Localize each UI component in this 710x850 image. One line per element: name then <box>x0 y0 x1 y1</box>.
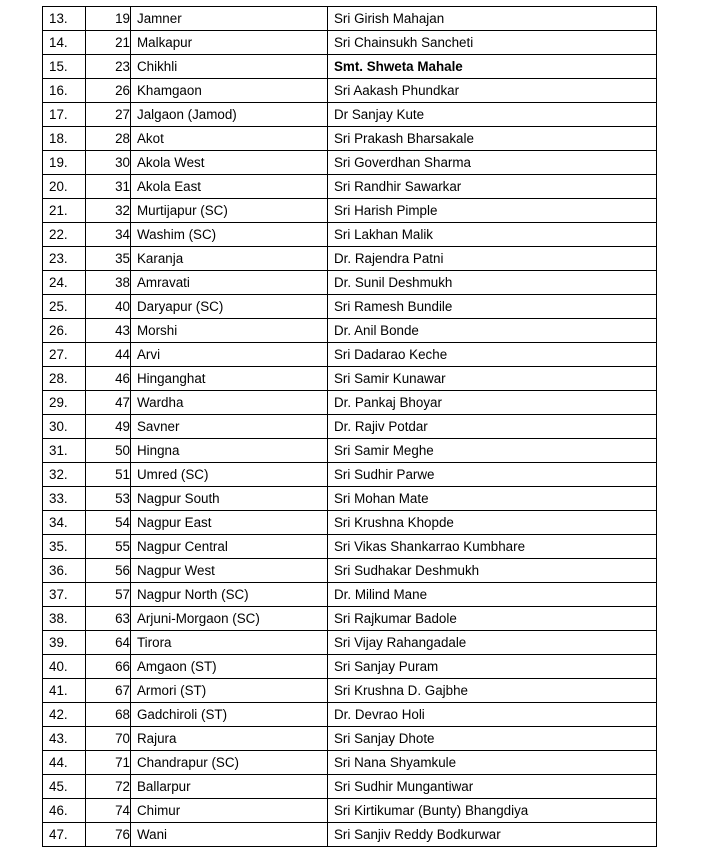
serial-number-cell: 19. <box>43 151 86 175</box>
constituency-number-cell: 44 <box>86 343 131 367</box>
constituency-name-cell: Savner <box>131 415 328 439</box>
candidate-name-cell: Sri Kirtikumar (Bunty) Bhangdiya <box>328 799 657 823</box>
table-row <box>43 127 657 151</box>
constituency-number-cell: 74 <box>86 799 131 823</box>
table-row <box>43 391 657 415</box>
constituency-number-cell: 40 <box>86 295 131 319</box>
constituency-name-cell: Jamner <box>131 7 328 31</box>
table-row <box>43 415 657 439</box>
table-row <box>43 775 657 799</box>
table-row <box>43 175 657 199</box>
constituency-number-cell: 64 <box>86 631 131 655</box>
serial-number-cell: 24. <box>43 271 86 295</box>
serial-number-cell: 20. <box>43 175 86 199</box>
constituency-number-cell: 32 <box>86 199 131 223</box>
constituency-number-cell: 28 <box>86 127 131 151</box>
candidate-name-cell: Sri Sanjiv Reddy Bodkurwar <box>328 823 657 847</box>
constituency-number-cell: 51 <box>86 463 131 487</box>
candidate-name-cell: Sri Sudhir Parwe <box>328 463 657 487</box>
serial-number-cell: 40. <box>43 655 86 679</box>
constituency-number-cell: 66 <box>86 655 131 679</box>
constituency-number-cell: 43 <box>86 319 131 343</box>
constituency-name-cell: Hinganghat <box>131 367 328 391</box>
candidate-name-cell: Sri Girish Mahajan <box>328 7 657 31</box>
serial-number-cell: 30. <box>43 415 86 439</box>
constituency-name-cell: Arvi <box>131 343 328 367</box>
table-row <box>43 31 657 55</box>
constituency-name-cell: Nagpur West <box>131 559 328 583</box>
table-row <box>43 511 657 535</box>
serial-number-cell: 22. <box>43 223 86 247</box>
candidate-name-cell: Sri Samir Meghe <box>328 439 657 463</box>
constituency-name-cell: Malkapur <box>131 31 328 55</box>
constituency-number-cell: 63 <box>86 607 131 631</box>
candidate-name-cell: Sri Ramesh Bundile <box>328 295 657 319</box>
serial-number-cell: 44. <box>43 751 86 775</box>
table-row <box>43 727 657 751</box>
constituency-number-cell: 67 <box>86 679 131 703</box>
table-row <box>43 367 657 391</box>
table-row <box>43 79 657 103</box>
constituency-number-cell: 76 <box>86 823 131 847</box>
constituency-name-cell: Wardha <box>131 391 328 415</box>
table-row <box>43 343 657 367</box>
candidate-name-cell: Dr. Rajendra Patni <box>328 247 657 271</box>
constituency-number-cell: 55 <box>86 535 131 559</box>
constituency-name-cell: Morshi <box>131 319 328 343</box>
constituency-number-cell: 49 <box>86 415 131 439</box>
table-row <box>43 823 657 847</box>
constituency-name-cell: Hingna <box>131 439 328 463</box>
serial-number-cell: 23. <box>43 247 86 271</box>
constituency-name-cell: Chandrapur (SC) <box>131 751 328 775</box>
serial-number-cell: 34. <box>43 511 86 535</box>
candidate-name-cell: Sri Sanjay Dhote <box>328 727 657 751</box>
constituency-number-cell: 46 <box>86 367 131 391</box>
serial-number-cell: 28. <box>43 367 86 391</box>
constituency-number-cell: 50 <box>86 439 131 463</box>
serial-number-cell: 14. <box>43 31 86 55</box>
candidate-name-cell: Dr. Milind Mane <box>328 583 657 607</box>
constituency-number-cell: 35 <box>86 247 131 271</box>
table-row <box>43 199 657 223</box>
constituency-name-cell: Chimur <box>131 799 328 823</box>
constituency-name-cell: Nagpur Central <box>131 535 328 559</box>
serial-number-cell: 41. <box>43 679 86 703</box>
candidate-name-cell: Sri Lakhan Malik <box>328 223 657 247</box>
constituency-number-cell: 19 <box>86 7 131 31</box>
candidate-name-cell: Sri Nana Shyamkule <box>328 751 657 775</box>
candidate-name-cell: Dr. Rajiv Potdar <box>328 415 657 439</box>
table-row <box>43 607 657 631</box>
table-row <box>43 679 657 703</box>
candidate-name-cell: Sri Dadarao Keche <box>328 343 657 367</box>
constituency-number-cell: 38 <box>86 271 131 295</box>
candidate-name-cell: Dr. Pankaj Bhoyar <box>328 391 657 415</box>
constituency-number-cell: 57 <box>86 583 131 607</box>
constituency-number-cell: 26 <box>86 79 131 103</box>
serial-number-cell: 16. <box>43 79 86 103</box>
serial-number-cell: 46. <box>43 799 86 823</box>
candidate-name-cell: Sri Goverdhan Sharma <box>328 151 657 175</box>
constituency-name-cell: Nagpur South <box>131 487 328 511</box>
serial-number-cell: 13. <box>43 7 86 31</box>
constituency-number-cell: 56 <box>86 559 131 583</box>
constituency-name-cell: Armori (ST) <box>131 679 328 703</box>
constituency-name-cell: Nagpur East <box>131 511 328 535</box>
constituency-number-cell: 53 <box>86 487 131 511</box>
serial-number-cell: 18. <box>43 127 86 151</box>
constituency-number-cell: 71 <box>86 751 131 775</box>
table-row <box>43 559 657 583</box>
serial-number-cell: 25. <box>43 295 86 319</box>
constituency-name-cell: Chikhli <box>131 55 328 79</box>
candidate-name-cell: Sri Randhir Sawarkar <box>328 175 657 199</box>
constituency-name-cell: Khamgaon <box>131 79 328 103</box>
constituency-name-cell: Arjuni-Morgaon (SC) <box>131 607 328 631</box>
constituency-name-cell: Akola West <box>131 151 328 175</box>
table-row <box>43 319 657 343</box>
constituency-name-cell: Washim (SC) <box>131 223 328 247</box>
candidate-name-cell: Smt. Shweta Mahale <box>328 55 657 79</box>
constituency-name-cell: Rajura <box>131 727 328 751</box>
candidate-name-cell: Sri Krushna Khopde <box>328 511 657 535</box>
candidate-name-cell: Dr. Sunil Deshmukh <box>328 271 657 295</box>
candidate-name-cell: Sri Mohan Mate <box>328 487 657 511</box>
constituency-number-cell: 31 <box>86 175 131 199</box>
serial-number-cell: 31. <box>43 439 86 463</box>
constituency-number-cell: 21 <box>86 31 131 55</box>
serial-number-cell: 42. <box>43 703 86 727</box>
serial-number-cell: 15. <box>43 55 86 79</box>
constituency-number-cell: 30 <box>86 151 131 175</box>
serial-number-cell: 33. <box>43 487 86 511</box>
candidate-name-cell: Sri Prakash Bharsakale <box>328 127 657 151</box>
table-row <box>43 151 657 175</box>
serial-number-cell: 32. <box>43 463 86 487</box>
table-row <box>43 631 657 655</box>
constituency-number-cell: 54 <box>86 511 131 535</box>
constituency-name-cell: Nagpur North (SC) <box>131 583 328 607</box>
candidate-name-cell: Sri Vikas Shankarrao Kumbhare <box>328 535 657 559</box>
candidate-name-cell: Sri Sudhir Mungantiwar <box>328 775 657 799</box>
constituency-name-cell: Tirora <box>131 631 328 655</box>
table-row <box>43 487 657 511</box>
candidate-name-cell: Sri Sudhakar Deshmukh <box>328 559 657 583</box>
table-row <box>43 751 657 775</box>
constituency-number-cell: 70 <box>86 727 131 751</box>
serial-number-cell: 21. <box>43 199 86 223</box>
candidate-name-cell: Dr. Devrao Holi <box>328 703 657 727</box>
candidate-name-cell: Sri Krushna D. Gajbhe <box>328 679 657 703</box>
candidate-name-cell: Sri Chainsukh Sancheti <box>328 31 657 55</box>
constituency-name-cell: Amgaon (ST) <box>131 655 328 679</box>
constituency-name-cell: Gadchiroli (ST) <box>131 703 328 727</box>
serial-number-cell: 27. <box>43 343 86 367</box>
serial-number-cell: 45. <box>43 775 86 799</box>
serial-number-cell: 29. <box>43 391 86 415</box>
constituency-name-cell: Akola East <box>131 175 328 199</box>
candidate-name-cell: Sri Aakash Phundkar <box>328 79 657 103</box>
table-body <box>43 7 657 847</box>
candidate-name-cell: Sri Samir Kunawar <box>328 367 657 391</box>
constituency-name-cell: Amravati <box>131 271 328 295</box>
candidate-name-cell: Dr Sanjay Kute <box>328 103 657 127</box>
serial-number-cell: 36. <box>43 559 86 583</box>
table-row <box>43 439 657 463</box>
constituency-name-cell: Karanja <box>131 247 328 271</box>
constituency-name-cell: Umred (SC) <box>131 463 328 487</box>
serial-number-cell: 39. <box>43 631 86 655</box>
constituency-number-cell: 34 <box>86 223 131 247</box>
serial-number-cell: 43. <box>43 727 86 751</box>
serial-number-cell: 47. <box>43 823 86 847</box>
table-row <box>43 247 657 271</box>
constituency-name-cell: Wani <box>131 823 328 847</box>
table-row <box>43 583 657 607</box>
serial-number-cell: 26. <box>43 319 86 343</box>
candidate-list-table <box>42 6 657 847</box>
candidate-name-cell: Sri Harish Pimple <box>328 199 657 223</box>
constituency-number-cell: 47 <box>86 391 131 415</box>
constituency-name-cell: Daryapur (SC) <box>131 295 328 319</box>
table-row <box>43 295 657 319</box>
candidate-name-cell: Sri Vijay Rahangadale <box>328 631 657 655</box>
candidate-name-cell: Sri Rajkumar Badole <box>328 607 657 631</box>
constituency-number-cell: 23 <box>86 55 131 79</box>
constituency-number-cell: 27 <box>86 103 131 127</box>
constituency-number-cell: 72 <box>86 775 131 799</box>
serial-number-cell: 37. <box>43 583 86 607</box>
serial-number-cell: 17. <box>43 103 86 127</box>
table-row <box>43 271 657 295</box>
table-row <box>43 55 657 79</box>
table-row <box>43 655 657 679</box>
constituency-name-cell: Murtijapur (SC) <box>131 199 328 223</box>
candidate-name-cell: Sri Sanjay Puram <box>328 655 657 679</box>
constituency-number-cell: 68 <box>86 703 131 727</box>
serial-number-cell: 38. <box>43 607 86 631</box>
table-row <box>43 703 657 727</box>
serial-number-cell: 35. <box>43 535 86 559</box>
table-row <box>43 7 657 31</box>
table-row <box>43 103 657 127</box>
constituency-name-cell: Akot <box>131 127 328 151</box>
table-row <box>43 463 657 487</box>
constituency-name-cell: Jalgaon (Jamod) <box>131 103 328 127</box>
table-row <box>43 535 657 559</box>
table-row <box>43 223 657 247</box>
constituency-name-cell: Ballarpur <box>131 775 328 799</box>
table-row <box>43 799 657 823</box>
candidate-name-cell: Dr. Anil Bonde <box>328 319 657 343</box>
